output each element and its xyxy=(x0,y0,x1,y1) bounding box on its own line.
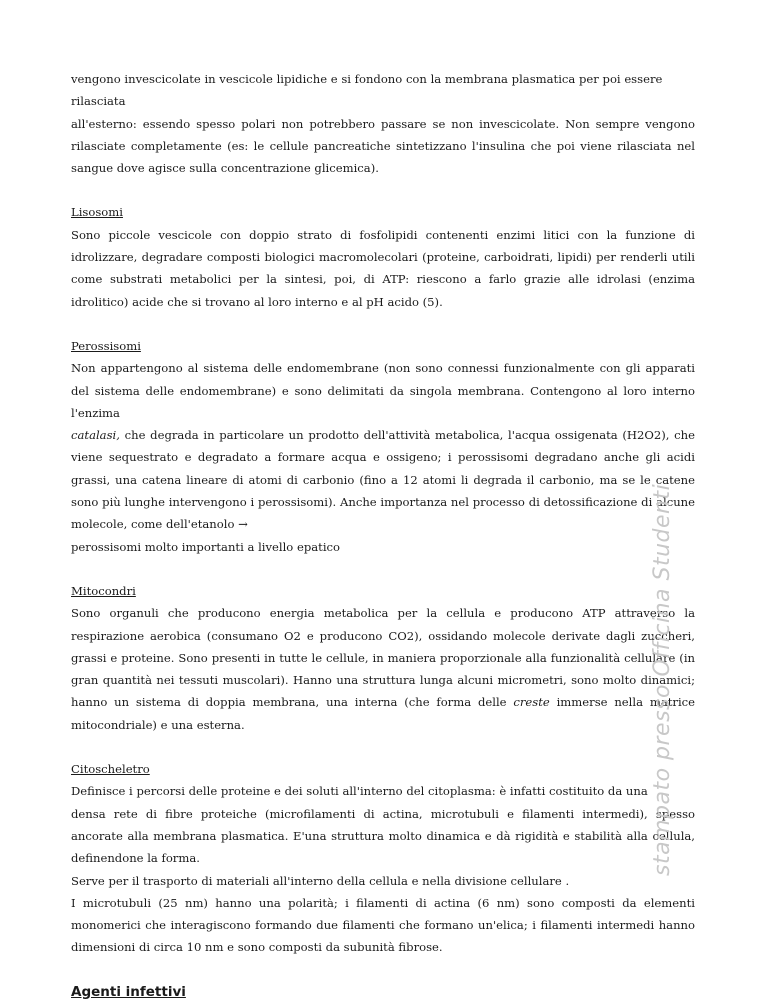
citoscheletro-trasporto: Serve per il trasporto di materiali all'interno della cellula e nella divisione cellulare . xyxy=(71,873,570,888)
perossisomi-text-b: che degrada in particolare un prodotto dell'attività metabolica, l'acqua ossigenata (H2O2), che viene sequestrato e degradato a formare acqua e ossigeno; i perossisomi degradano anche gli acidi grassi, una catena lineare di atomi di carbonio (fino a 12 atomi li degrada il carbonio, ma se le catene sono più lunghe intervengono i perossisomi). Anche importanza nel processo di detossificazione di alcune molecole, come dell'etanolo → xyxy=(71,428,695,532)
heading-citoscheletro: Citoscheletro xyxy=(71,762,150,777)
watermark: stampato presso Officina Studenti xyxy=(650,483,675,876)
citoscheletro-line-1: Definisce i percorsi delle proteine e dei soluti all'interno del citoplasma: è infatti costituito da una xyxy=(71,784,648,799)
perossisomi-last-line: perossisomi molto importanti a livello epatico xyxy=(71,539,341,554)
paragraph-lisosomi: Sono piccole vescicole con doppio strato di fosfolipidi contenenti enzimi litici con la funzione di idrolizzare, degradare composti biologici macromolecolari (proteine, carboidrati, lipidi) per renderli utili come substrati metabolici per la sintesi, poi, di ATP: riescono a farlo grazie alle idrolasi (enzima idrolitico) acide che si trovano al loro interno e al pH acido (5). xyxy=(71,227,695,309)
term-catalasi: catalasi, xyxy=(71,428,120,443)
paragraph-mitocondri xyxy=(71,602,695,736)
paragraph-perossisomi xyxy=(71,357,695,535)
paragraph-citoscheletro-2: I microtubuli (25 nm) hanno una polarità; i filamenti di actina (6 nm) sono composti da elementi monomerici che interagiscono formando due filamenti che formano un'elica; i filamenti intermedi hanno dimensioni di circa 10 nm e sono composti da subunità fibrose. xyxy=(71,895,695,955)
document-page xyxy=(71,68,695,1003)
paragraph-citoscheletro: densa rete di fibre proteiche (microfilamenti di actina, microtubuli e filamenti intermedi), spesso ancorate alla membrana plasmatica. E'una struttura molto dinamica e dà rigidità e stabilità alla cellula, definendone la forma. xyxy=(71,806,695,866)
section-heading-agenti-infettivi: Agenti infettivi xyxy=(71,983,186,1000)
mitocondri-text-b: immerse nella matrice mitocondriale) e una esterna. xyxy=(71,695,696,732)
heading-perossisomi: Perossisomi xyxy=(71,338,141,353)
intro-paragraph: all'esterno: essendo spesso polari non potrebbero passare se non invescicolate. Non sempre vengono rilasciate completamente (es: le cellule pancreatiche sintetizzano l'insulina che poi viene rilasciata nel sangue dove agisce sulla concentrazione glicemica). xyxy=(71,116,695,176)
perossisomi-text-a: Non appartengono al sistema delle endomembrane (non sono connessi funzionalmente con gli apparati del sistema delle endomembrane) e sono delimitati da singola membrana. Contengono al loro interno l'enzima xyxy=(71,361,695,420)
term-creste: creste xyxy=(513,695,550,710)
heading-lisosomi: Lisosomi xyxy=(71,205,123,220)
heading-mitocondri: Mitocondri xyxy=(71,583,136,598)
intro-line-1: vengono invescicolate in vescicole lipidiche e si fondono con la membrana plasmatica per poi essere rilasciata xyxy=(71,72,663,109)
mitocondri-text-a: Sono organuli che producono energia metabolica per la cellula e producono ATP attraverso la respirazione aerobica (consumano O2 e producono CO2), ossidando molecole derivate dagli zuccheri, grassi e proteine. Sono presenti in tutte le cellule, in maniera proporzionale alla funzionalità cellulare (in gran quantità nei tessuti muscolari). Hanno una struttura lunga alcuni micrometri, sono molto dinamici; hanno un sistema di doppia membrana, una interna (che forma delle xyxy=(71,606,695,710)
